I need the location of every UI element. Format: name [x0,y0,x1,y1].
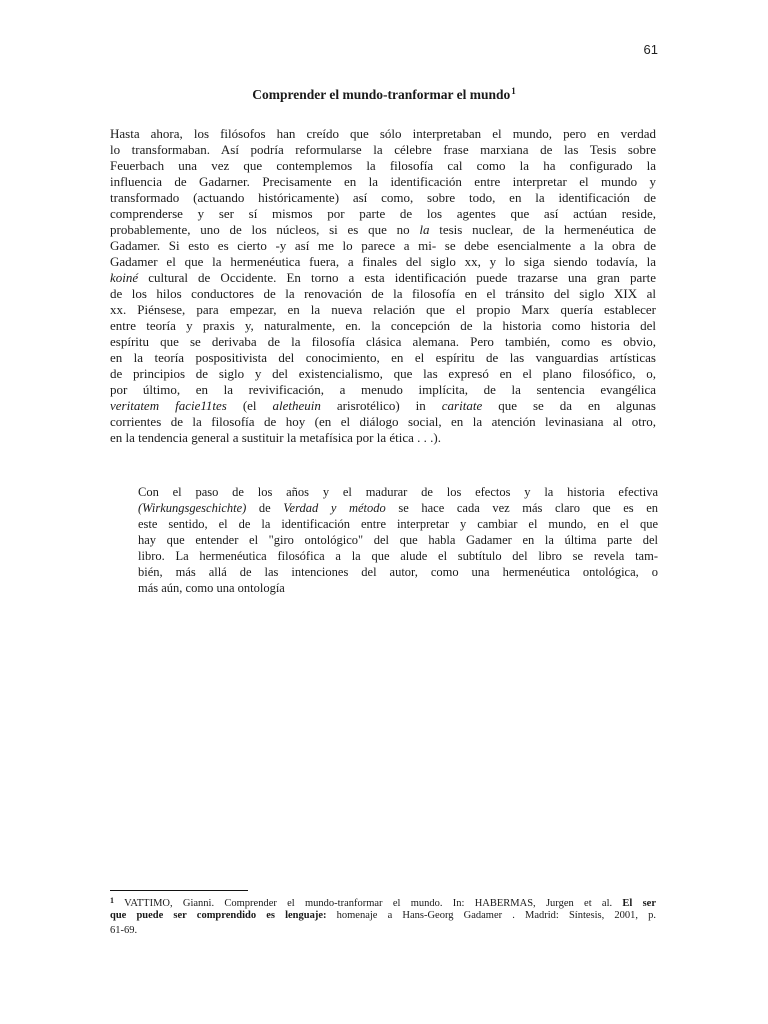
text-line [110,398,656,414]
text-segment: este sentido, el de la identificación entre interpretar y cambiar el mundo, en el que [138,517,658,531]
text-line [110,366,656,382]
text-segment: Gadamer. Si esto es cierto -y así me lo parece a mi- se debe esencialmente a la obra de [110,238,656,253]
text-line [110,126,656,142]
text-line [110,270,656,286]
text-segment: cultural de Occidente. En torno a esta identificación puede trazarse una gran parte [138,270,656,285]
text-line [110,908,656,923]
emphasized-text: Verdad y método [283,501,386,515]
text-line [110,286,656,302]
text-line [110,350,656,366]
footnote-reference: 1 [511,86,516,96]
text-segment: influencia de Gadarner. Precisamente en la identificación entre interpretar el mundo y [110,174,656,189]
footnote-mark: 1 [110,896,114,905]
text-segment: bién, más allá de las intenciones del autor, como una hermenéutica ontológica, o [138,565,658,579]
text-line [110,893,656,908]
text-segment: tesis nuclear, de la hermenéutica de [429,222,656,237]
text-segment: de principios de siglo y del existencialismo, que las expresó en el plano filosófico, o, [110,366,656,381]
text-line [110,302,656,318]
text-segment: que se da en algunas [482,398,656,413]
text-line [110,222,656,238]
emphasized-text: koiné [110,270,139,285]
emphasized-text: El ser [622,898,656,909]
text-line [110,318,656,334]
text-line [110,190,656,206]
text-line [138,564,658,580]
text-segment: probablemente, uno de los núcleos, si es que no [110,222,420,237]
text-line [138,548,658,564]
text-line [110,254,656,270]
text-segment: arisrotélico) in [320,398,442,413]
text-segment: (el [226,398,273,413]
text-line [110,206,656,222]
text-segment: comprenderse y ser sí mismos por parte de los agentes que así actúan reside, [110,206,656,221]
chapter-title-text: Comprender el mundo-tranformar el mundo [252,87,511,102]
text-segment: se hace cada vez más claro que es en [385,501,658,515]
text-line [138,516,658,532]
emphasized-text: caritate [441,398,483,413]
text-segment: entre teoría y praxis y, naturalmente, en. la concepción de la historia como historia del [110,318,656,333]
text-segment: más aún, como una ontología [138,581,285,595]
text-line [110,430,656,446]
text-segment: Con el paso de los años y el madurar de los efectos y la historia efectiva [138,485,658,499]
text-segment: xx. Piénsese, para empezar, en la nueva relación que el propio Marx quería establecer [110,302,656,317]
emphasized-text: que puede ser comprendido es lenguaje: [110,910,327,921]
text-segment: en la teoría pospositivista del conocimiento, en el espíritu de las vanguardias artísticas [110,350,656,365]
footnote [110,893,656,938]
body-paragraph [110,126,656,446]
text-line [110,158,656,174]
block-quote [138,484,658,596]
text-line [110,334,656,350]
text-segment: Feuerbach una vez que contemplemos la filosofía cal como la ha configurado la [110,158,656,173]
footnote-separator [110,890,248,891]
text-segment: homenaje a Hans-Georg Gadamer . Madrid: Síntesis, 2001, p. [326,910,656,921]
text-segment: transformado (actuando históricamente) así como, sobre todo, en la identificación de [110,190,656,205]
emphasized-text: la [419,222,430,237]
emphasized-text: aletheuin [272,398,321,413]
text-line [110,142,656,158]
text-line [138,580,658,596]
page-number: 61 [643,42,658,57]
text-line [110,382,656,398]
text-segment: por último, en la revivificación, a menudo implícita, de la sentencia evangélica [110,382,656,397]
text-segment: lo transformaban. Así podría reformularse la célebre frase marxiana de las Tesis sobre [110,142,656,157]
text-line [110,174,656,190]
text-line [138,532,658,548]
text-segment: Hasta ahora, los filósofos han creído que sólo interpretaban el mundo, pero en verdad [110,126,656,141]
text-segment: en la tendencia general a sustituir la metafísica por la ética . . .). [110,430,441,445]
text-line [110,923,656,938]
text-line [138,500,658,516]
text-segment: de [246,501,284,515]
text-segment: libro. La hermenéutica filosófica a la que alude el subtítulo del libro se revela tam- [138,549,658,563]
chapter-title [0,86,768,103]
text-segment: corrientes de la filosofía de hoy (en el diálogo social, en la atención levinasiana al otro, [110,414,656,429]
text-line [110,414,656,430]
emphasized-text: veritatem facie11tes [110,398,227,413]
text-segment: hay que entender el "giro ontológico" del que habla Gadamer en la última parte del [138,533,658,547]
text-segment: VATTIMO, Gianni. Comprender el mundo-tranformar el mundo. In: HABERMAS, Jurgen et al. [114,898,623,909]
text-segment: 61-69. [110,925,138,936]
text-line [138,484,658,500]
emphasized-text: (Wirkungsgeschichte) [138,501,247,515]
text-segment: Gadamer el que la hermenéutica fuera, a finales del siglo xx, y lo siga siendo todavía, la [110,254,656,269]
text-segment: espíritu que se derivaba de la filosofía clásica alemana. Pero también, como es obvio, [110,334,656,349]
text-line [110,238,656,254]
text-segment: de los hilos conductores de la renovación de la filosofía en el tránsito del siglo XIX al [110,286,656,301]
